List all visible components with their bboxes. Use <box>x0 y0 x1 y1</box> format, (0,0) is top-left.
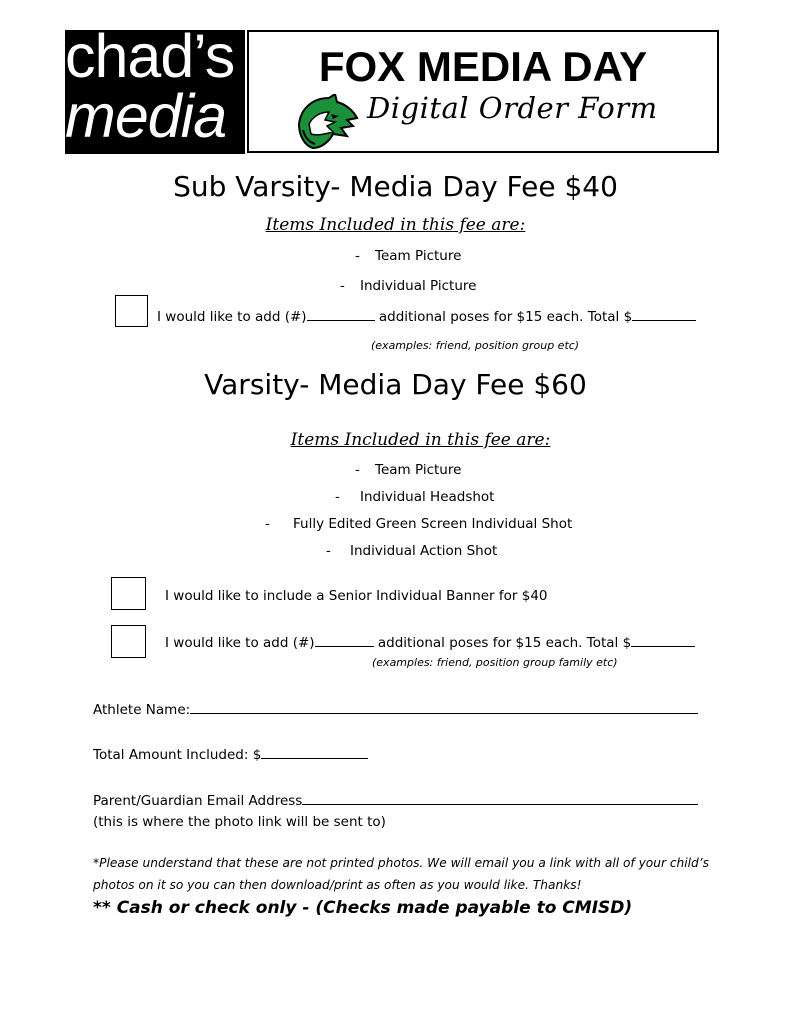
photo-note: *Please understand that these are not printed photos. We will email you a link with all of your child’s photos on it so you can then download/print as often as you would like. Thanks! <box>93 856 710 892</box>
sub-varsity-title: Sub Varsity- Media Day Fee $40 <box>173 170 618 203</box>
poses-total-label: additional poses for $15 each. Total $ <box>373 635 632 651</box>
poses-total-label: additional poses for $15 each. Total $ <box>374 309 633 325</box>
poses-total-blank[interactable] <box>632 306 696 321</box>
senior-banner-label: I would like to include a Senior Individual Banner for $40 <box>165 588 548 604</box>
page-title: FOX MEDIA DAY <box>318 43 648 90</box>
sub-varsity-items-heading: Items Included in this fee are: <box>265 215 526 235</box>
total-amount-blank[interactable] <box>261 744 368 759</box>
list-item <box>335 488 494 506</box>
sub-varsity-add-poses-line <box>157 306 696 326</box>
list-item <box>355 247 461 265</box>
list-item <box>326 542 497 560</box>
bullet-dash: - <box>265 516 270 532</box>
poses-count-blank[interactable] <box>307 306 375 321</box>
sub-varsity-add-poses-checkbox[interactable] <box>115 295 148 327</box>
varsity-add-poses-checkbox[interactable] <box>111 625 146 658</box>
email-note: (this is where the photo link will be sent to) <box>93 814 386 830</box>
page-subtitle: Digital Order Form <box>367 91 658 125</box>
bullet-dash: - <box>340 278 345 294</box>
athlete-name-field <box>93 699 698 719</box>
list-item <box>340 277 476 295</box>
list-item-label: Individual Picture <box>360 278 477 294</box>
varsity-examples: (examples: friend, position group family etc) <box>372 656 618 669</box>
fox-mascot-icon <box>295 94 359 150</box>
logo-line-2: media <box>65 82 227 150</box>
list-item-label: Individual Headshot <box>360 489 495 505</box>
header-box <box>247 30 719 153</box>
list-item <box>265 515 572 533</box>
poses-total-blank[interactable] <box>631 632 695 647</box>
list-item-label: Team Picture <box>375 462 462 478</box>
varsity-add-poses-line <box>165 632 695 652</box>
poses-count-blank[interactable] <box>315 632 374 647</box>
email-blank[interactable] <box>302 790 698 805</box>
logo-line-1: chad’s <box>65 30 235 90</box>
athlete-name-blank[interactable] <box>190 699 698 714</box>
bullet-dash: - <box>326 543 331 559</box>
list-item-label: Team Picture <box>375 248 462 264</box>
varsity-items-heading: Items Included in this fee are: <box>290 430 551 450</box>
athlete-name-label: Athlete Name: <box>93 702 191 718</box>
email-label: Parent/Guardian Email Address <box>93 793 303 809</box>
add-poses-label: I would like to add (#) <box>157 309 307 325</box>
payment-note: ** Cash or check only - (Checks made payable to CMISD) <box>93 898 633 918</box>
sub-varsity-examples: (examples: friend, position group etc) <box>371 339 580 352</box>
list-item-label: Fully Edited Green Screen Individual Shot <box>293 516 573 532</box>
email-field <box>93 790 698 810</box>
senior-banner-checkbox[interactable] <box>111 577 146 610</box>
varsity-title: Varsity- Media Day Fee $60 <box>204 368 587 401</box>
bullet-dash: - <box>355 248 360 264</box>
add-poses-label: I would like to add (#) <box>165 635 315 651</box>
chads-media-logo <box>65 30 245 154</box>
bullet-dash: - <box>335 489 340 505</box>
list-item <box>355 461 461 479</box>
bullet-dash: - <box>355 462 360 478</box>
total-amount-label: Total Amount Included: $ <box>93 747 262 763</box>
total-amount-field <box>93 744 368 764</box>
list-item-label: Individual Action Shot <box>350 543 498 559</box>
